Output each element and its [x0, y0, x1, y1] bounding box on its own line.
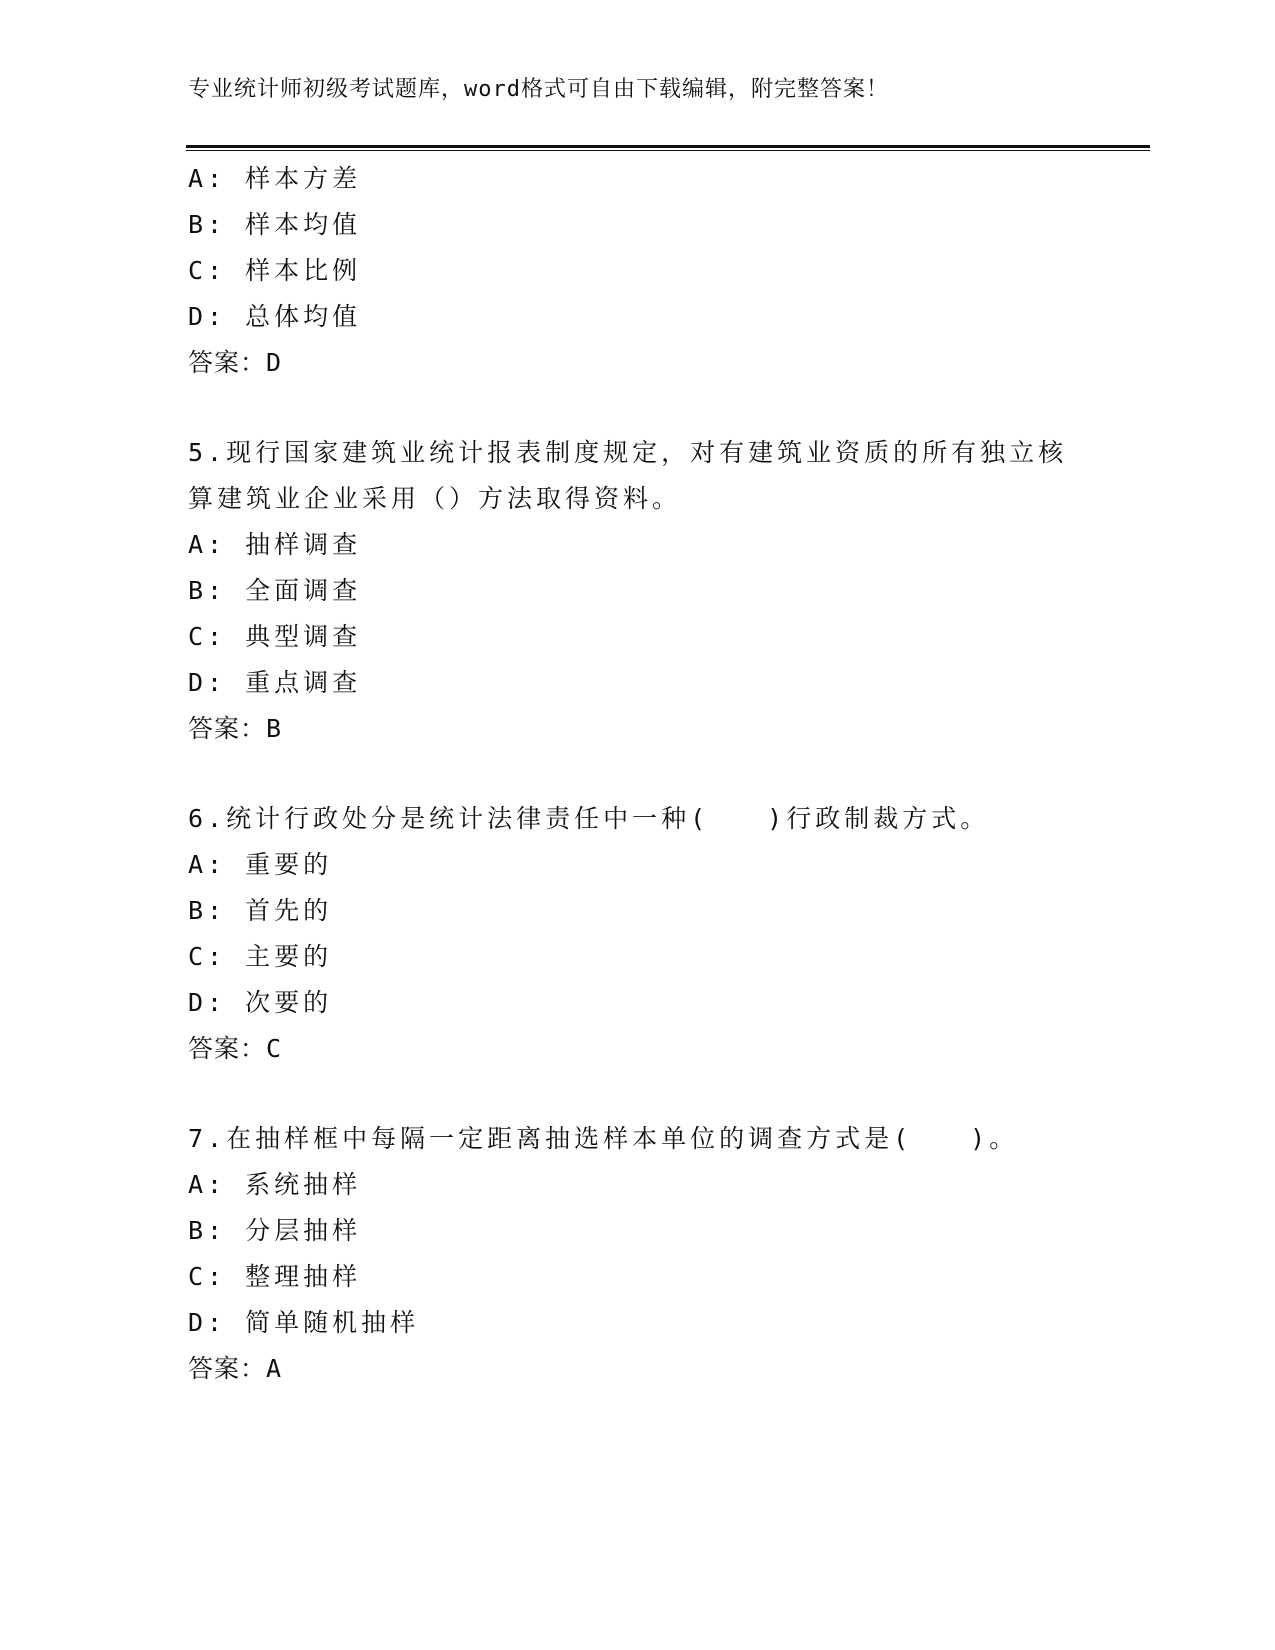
option-a: A: 抽样调查	[188, 530, 362, 559]
question-stem: 5.现行国家建筑业统计报表制度规定，对有建筑业资质的所有独立核	[188, 438, 1068, 467]
option-b: B: 分层抽样	[188, 1216, 362, 1245]
question-stem: 6.统计行政处分是统计法律责任中一种( )行政制裁方式。	[188, 804, 990, 833]
option-b: B: 全面调查	[188, 576, 362, 605]
question-stem: 7.在抽样框中每隔一定距离抽选样本单位的调查方式是( )。	[188, 1124, 1019, 1153]
option-d: D: 重点调查	[188, 668, 362, 697]
option-c: C: 典型调查	[188, 622, 362, 651]
question-6	[188, 796, 1088, 1072]
option-a: A: 样本方差	[188, 164, 362, 193]
option-a: A: 系统抽样	[188, 1170, 362, 1199]
option-c: C: 整理抽样	[188, 1262, 362, 1291]
option-a: A: 重要的	[188, 850, 333, 879]
option-d: D: 总体均值	[188, 302, 362, 331]
question-5	[188, 430, 1088, 752]
page-header: 专业统计师初级考试题库，word格式可自由下载编辑，附完整答案！	[188, 77, 889, 102]
answer: 答案：B	[188, 714, 283, 743]
option-b: B: 首先的	[188, 896, 333, 925]
option-d: D: 次要的	[188, 988, 333, 1017]
question-list	[188, 156, 1088, 1392]
option-b: B: 样本均值	[188, 210, 362, 239]
option-c: C: 样本比例	[188, 256, 362, 285]
answer: 答案：D	[188, 348, 283, 377]
answer: 答案：A	[188, 1354, 283, 1383]
question-4-partial	[188, 156, 1088, 386]
header-divider	[186, 145, 1150, 151]
answer: 答案：C	[188, 1034, 283, 1063]
option-c: C: 主要的	[188, 942, 333, 971]
option-d: D: 简单随机抽样	[188, 1308, 420, 1337]
question-stem: 算建筑业企业采用（）方法取得资料。	[188, 484, 682, 513]
question-7	[188, 1116, 1088, 1392]
